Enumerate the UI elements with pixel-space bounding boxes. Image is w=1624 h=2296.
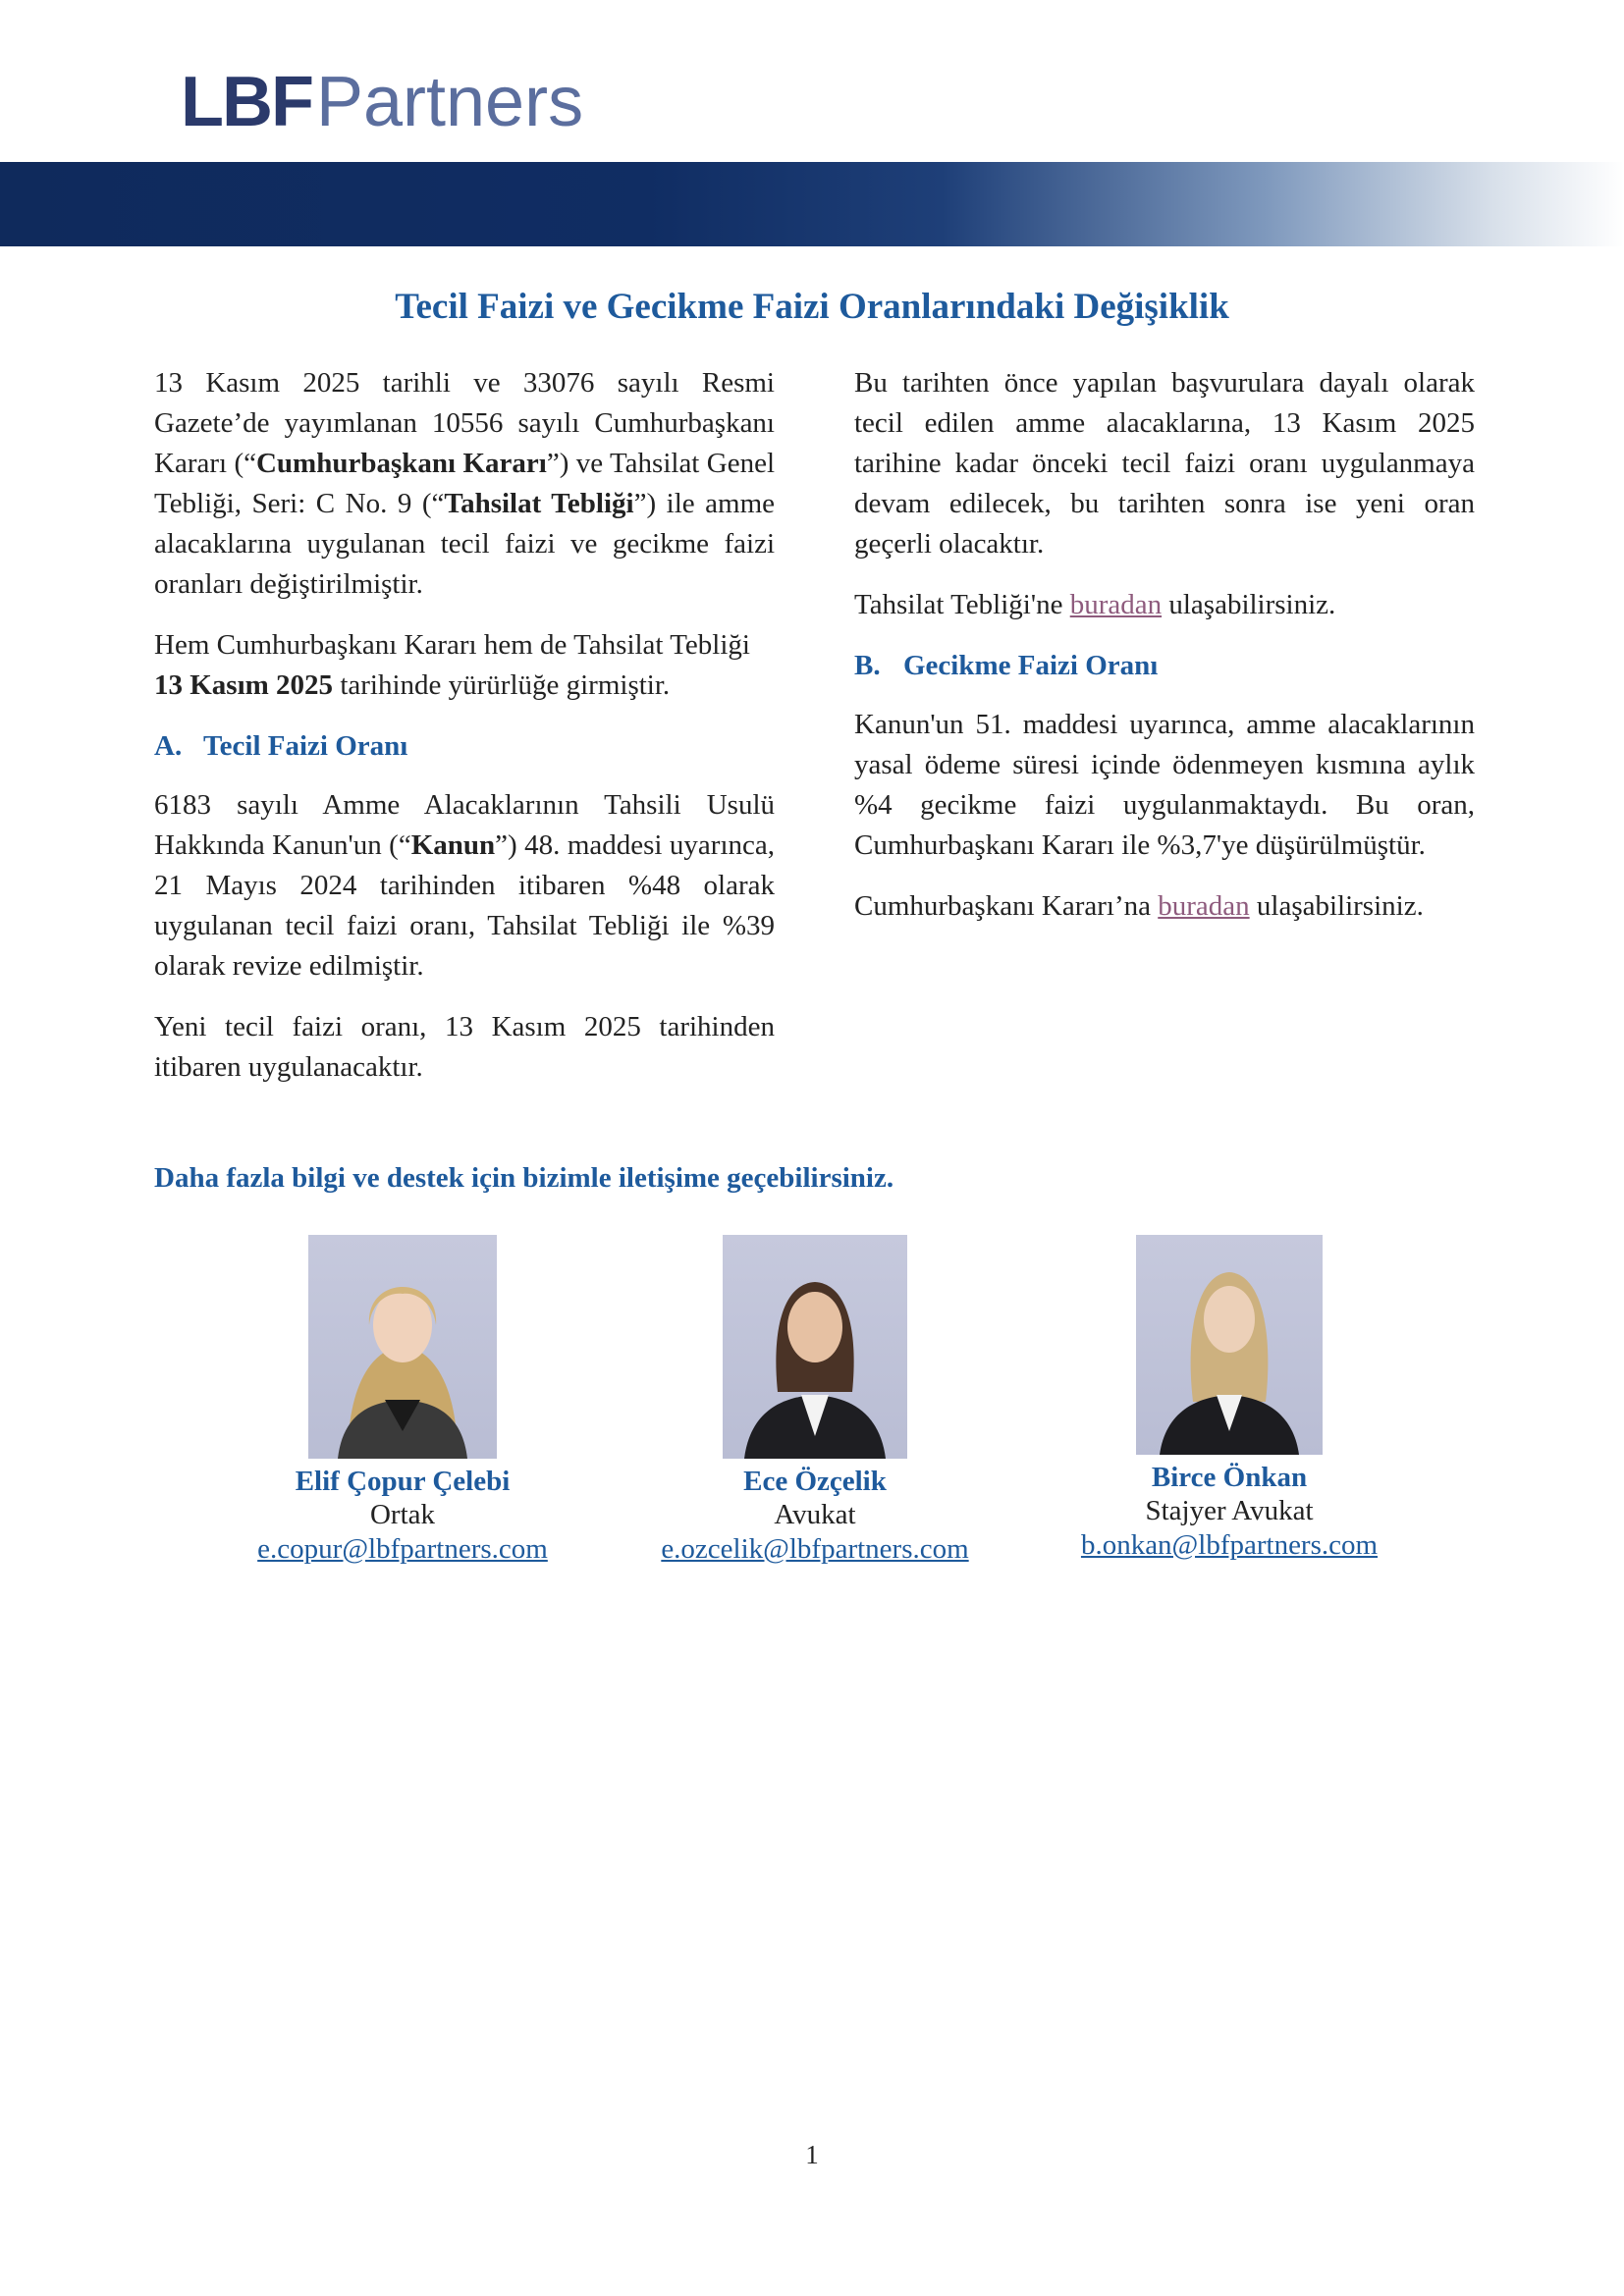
logo-partners-text: Partners: [315, 63, 584, 141]
person-role: Ortak: [369, 1499, 436, 1530]
logo-lbf-text: LBF: [181, 63, 312, 141]
contact-card: [628, 1235, 1001, 1567]
person-role: Stajyer Avukat: [1145, 1495, 1314, 1526]
page-title: Tecil Faizi ve Gecikme Faizi Oranlarındaki Değişiklik: [395, 287, 1229, 327]
person-name: Elif Çopur Çelebi: [295, 1466, 511, 1497]
header-banner: [0, 162, 1624, 246]
avatar: [1136, 1235, 1323, 1455]
section-heading-b: B. Gecikme Faizi Oranı: [854, 650, 1159, 681]
cumhurbaskani-karari-link[interactable]: buradan: [1158, 890, 1250, 922]
paragraph: Kanun'un 51. maddesi uyarınca, amme alacaklarının yasal ödeme süresi içinde ödenmeyen kısmına aylık %4 gecikme faizi uygulanmaktaydı. Bu oran, Cumhurbaşkanı Kararı ile %3,7'ye düşürülmüştür.: [854, 709, 1475, 861]
person-email-link[interactable]: b.onkan@lbfpartners.com: [1080, 1529, 1379, 1561]
paragraph: Cumhurbaşkanı Kararı’na buradan ulaşabilirsiniz.: [854, 890, 1424, 922]
section-heading-a: A. Tecil Faizi Oranı: [154, 730, 408, 762]
contact-note: Daha fazla bilgi ve destek için bizimle iletişime geçebilirsiniz.: [154, 1162, 894, 1194]
paragraph: Tahsilat Tebliği'ne buradan ulaşabilirsiniz.: [854, 589, 1336, 620]
avatar: [723, 1235, 907, 1459]
person-role: Avukat: [774, 1499, 856, 1530]
left-column: [154, 363, 775, 1108]
paragraph: 13 Kasım 2025 tarihli ve 33076 sayılı Resmi Gazete’de yayımlanan 10556 sayılı Cumhurbaşkanı Kararı (“Cumhurbaşkanı Kararı”) ve Tahsilat Genel Tebliği, Seri: C No. 9 (“Tahsilat Tebliği”) ile amme alacaklarına uygulanan tecil faizi ve gecikme faizi oranları değiştirilmiştir.: [154, 367, 776, 600]
person-name: Ece Özçelik: [743, 1466, 887, 1497]
contact-card: [226, 1235, 579, 1567]
page-number: 1: [805, 2140, 819, 2169]
person-email-link[interactable]: e.copur@lbfpartners.com: [257, 1533, 548, 1565]
paragraph: 6183 sayılı Amme Alacaklarının Tahsili Usulü Hakkında Kanun'un (“Kanun”) 48. maddesi uyarınca, 21 Mayıs 2024 tarihinden itibaren %48 olarak uygulanan tecil faizi oranı, Tahsilat Tebliği ile %39 olarak revize edilmiştir.: [154, 789, 775, 982]
paragraph: Hem Cumhurbaşkanı Kararı hem de Tahsilat Tebliği 13 Kasım 2025 tarihinde yürürlüğe girmiştir.: [154, 629, 750, 701]
person-name: Birce Önkan: [1151, 1462, 1308, 1493]
company-logo: [181, 65, 583, 139]
right-column: [854, 363, 1475, 947]
person-email-link[interactable]: e.ozcelik@lbfpartners.com: [661, 1533, 969, 1565]
tahsilat-tebligi-link[interactable]: buradan: [1069, 589, 1163, 620]
paragraph: Bu tarihten önce yapılan başvurulara dayalı olarak tecil edilen amme alacaklarına, 13 Kasım 2025 tarihine kadar önceki tecil faizi oranı uygulanmaya devam edilecek, bu tarihten sonra ise yeni oran geçerli olacaktır.: [854, 367, 1475, 560]
contact-card: [1053, 1235, 1406, 1563]
avatar: [308, 1235, 497, 1459]
paragraph: Yeni tecil faizi oranı, 13 Kasım 2025 tarihinden itibaren uygulanacaktır.: [154, 1011, 775, 1083]
